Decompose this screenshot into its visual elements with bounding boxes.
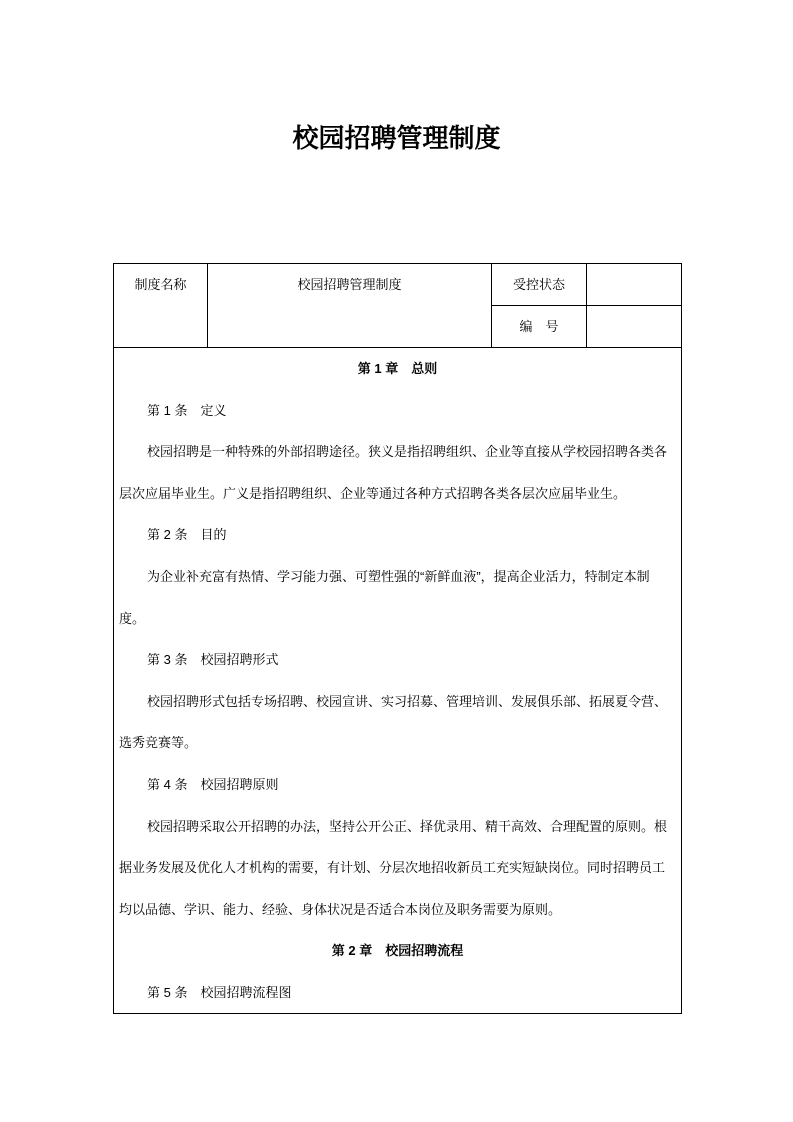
paragraph-line: 层次应届毕业生。广义是指招聘组织、企业等通过各种方式招聘各类各层次应届毕业生。	[119, 485, 627, 501]
chapter-heading: 第 2 章 校园招聘流程	[331, 943, 464, 959]
paragraph-line: 度。	[119, 610, 146, 626]
regulation-name-value: 校园招聘管理制度	[297, 277, 402, 292]
document-number-label-cell	[492, 306, 587, 348]
control-status-label-cell	[492, 264, 587, 306]
content-cell	[114, 348, 681, 1013]
document-number-value-cell	[587, 306, 681, 348]
paragraph-line: 校园招聘是一种特殊的外部招聘途径。狭义是指招聘组织、企业等直接从学校园招聘各类各	[147, 444, 668, 460]
article-heading: 第 3 条 校园招聘形式	[147, 652, 279, 668]
chapter-heading: 第 1 章 总则	[357, 361, 438, 376]
regulation-table	[113, 263, 682, 1014]
document-title: 校园招聘管理制度	[292, 123, 501, 153]
article-heading: 第 2 条 目的	[147, 527, 227, 543]
article-heading: 第 4 条 校园招聘原则	[147, 776, 279, 792]
control-status-label: 受控状态	[512, 277, 565, 292]
paragraph-line: 校园招聘采取公开招聘的办法，坚持公开公正、择优录用、精干高效、合理配置的原则。根	[147, 818, 668, 834]
article-heading: 第 5 条 校园招聘流程图	[147, 984, 292, 1000]
paragraph-line: 均以品德、学识、能力、经验、身体状况是否适合本岗位及职务需要为原则。	[119, 901, 562, 917]
paragraph-line: 据业务发展及优化人才机构的需要，有计划、分层次地招收新员工充实短缺岗位。同时招聘员工	[119, 860, 666, 876]
paragraph-line: 校园招聘形式包括专场招聘、校园宣讲、实习招募、管理培训、发展俱乐部、拓展夏令营、	[147, 693, 668, 709]
regulation-name-label: 制度名称	[134, 277, 187, 292]
regulation-name-value-cell	[208, 264, 492, 348]
paragraph-line: 为企业补充富有热情、学习能力强、可塑性强的“新鲜血液”，提高企业活力，特制定本制	[147, 568, 650, 584]
document-number-label: 编 号	[519, 319, 559, 334]
paragraph-line: 选秀竞赛等。	[119, 735, 198, 751]
control-status-value-cell	[587, 264, 681, 306]
article-heading: 第 1 条 定义	[147, 402, 227, 418]
regulation-name-label-cell	[114, 264, 208, 348]
